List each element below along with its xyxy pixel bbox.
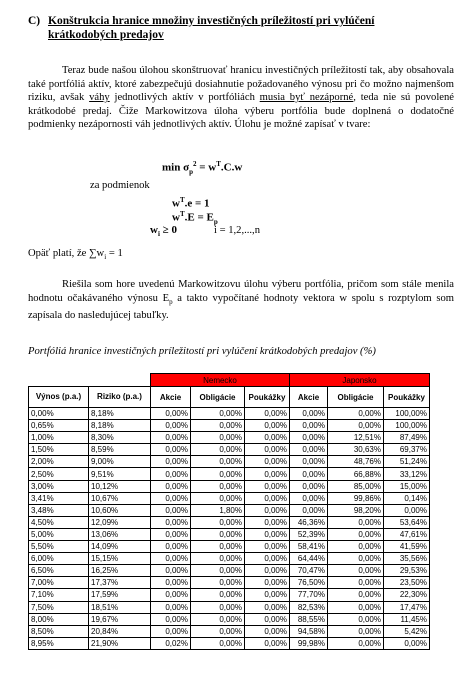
- table-cell: 0,00%: [191, 408, 245, 420]
- table-cell: 0,00%: [245, 432, 290, 444]
- table-cell: 0,00%: [245, 637, 290, 649]
- table-cell: 0,00%: [290, 504, 328, 516]
- c3-w: w: [150, 224, 158, 236]
- table-cell: 0,00%: [245, 565, 290, 577]
- table-cell: 8,00%: [29, 613, 89, 625]
- table-cell: 0,00%: [151, 601, 191, 613]
- table-cell: 13,06%: [89, 528, 151, 540]
- col-header-jp-stocks: Akcie: [290, 387, 328, 408]
- col-header-jp-bills: Poukážky: [384, 387, 430, 408]
- c1-rest: .e = 1: [184, 197, 210, 210]
- table-row: [29, 456, 430, 468]
- table-cell: 0,00%: [191, 577, 245, 589]
- table-cell: 4,50%: [29, 516, 89, 528]
- portfolio-table: [28, 373, 430, 650]
- table-cell: 0,00%: [151, 553, 191, 565]
- table-cell: 2,00%: [29, 456, 89, 468]
- table-cell: 8,95%: [29, 637, 89, 649]
- table-cell: 0,00%: [151, 516, 191, 528]
- table-cell: 0,00%: [191, 601, 245, 613]
- table-cell: 0,00%: [191, 516, 245, 528]
- intro-text-a: Teraz bude našou úlohou skonštruovať hranicu investičných príležitostí tak, aby obsahovala také portfóliá aktív, ktoré zabezpečujú dosiahnutie požadovaného výnosu pri čo možno najmenšom riziku, avšak: [28, 65, 454, 104]
- table-cell: 0,00%: [328, 625, 384, 637]
- intro-text-c: , teda nie sú povolené krátkodobé predaj. Čiže Markowitzova úloha výberu portfólia bude doplnená o dodatočné podmienky nezápornosti váh jednotlivých aktív. Úlohu je možné zapísať v tvare:: [28, 92, 454, 131]
- table-cell: 8,59%: [89, 444, 151, 456]
- table-cell: 9,51%: [89, 468, 151, 480]
- table-cell: 0,00%: [328, 408, 384, 420]
- table-cell: 0,00%: [191, 541, 245, 553]
- table-cell: 87,49%: [384, 432, 430, 444]
- table-row: [29, 420, 430, 432]
- table-row: [29, 408, 430, 420]
- c2-rest: .E = E: [184, 211, 214, 224]
- table-cell: 0,00%: [328, 420, 384, 432]
- group-header-japan: Japonsko: [290, 374, 430, 387]
- table-cell: 17,37%: [89, 577, 151, 589]
- table-cell: 0,00%: [191, 528, 245, 540]
- table-cell: 0,00%: [191, 613, 245, 625]
- table-cell: 0,00%: [151, 577, 191, 589]
- table-cell: 0,00%: [191, 553, 245, 565]
- table-cell: 98,20%: [328, 504, 384, 516]
- table-row: [29, 601, 430, 613]
- table-row: [29, 504, 430, 516]
- table-cell: 52,39%: [290, 528, 328, 540]
- table-cell: 69,37%: [384, 444, 430, 456]
- table-cell: 99,98%: [290, 637, 328, 649]
- table-cell: 10,60%: [89, 504, 151, 516]
- table-cell: 0,00%: [245, 577, 290, 589]
- table-cell: 5,00%: [29, 528, 89, 540]
- method-paragraph: [28, 278, 454, 323]
- table-cell: 0,00%: [151, 432, 191, 444]
- table-row: [29, 637, 430, 649]
- table-cell: 82,53%: [290, 601, 328, 613]
- section-letter: C): [28, 15, 41, 27]
- col-header-return: Výnos (p.a.): [29, 387, 89, 408]
- table-row: [29, 589, 430, 601]
- table-cell: 0,00%: [151, 528, 191, 540]
- eq-equals-w: = w: [199, 161, 217, 174]
- table-cell: 0,00%: [328, 528, 384, 540]
- group-header-germany: Nemecko: [151, 374, 290, 387]
- table-row: [29, 565, 430, 577]
- table-cell: 88,55%: [290, 613, 328, 625]
- table-cell: 0,00%: [328, 589, 384, 601]
- header-blank: [29, 374, 89, 387]
- table-cell: 7,00%: [29, 577, 89, 589]
- intro-underline-nonnegative: musia byť nezáporné: [259, 92, 354, 104]
- intro-underline-weights: váhy: [89, 92, 110, 104]
- c3-ge: ≥ 0: [159, 224, 177, 236]
- table-cell: 0,02%: [151, 637, 191, 649]
- c2-t: T: [179, 210, 185, 218]
- table-cell: 94,58%: [290, 625, 328, 637]
- table-cell: 17,59%: [89, 589, 151, 601]
- table-cell: 0,00%: [245, 420, 290, 432]
- table-cell: 30,63%: [328, 444, 384, 456]
- intro-paragraph: [28, 64, 454, 132]
- table-row: [29, 516, 430, 528]
- table-cell: 0,00%: [191, 444, 245, 456]
- table-cell: 76,50%: [290, 577, 328, 589]
- table-cell: 0,00%: [151, 480, 191, 492]
- table-cell: 12,09%: [89, 516, 151, 528]
- constraint-budget: [172, 196, 210, 210]
- table-cell: 3,48%: [29, 504, 89, 516]
- method-text-b: a takto vypočítané hodnoty vektora w spolu s rozptylom som zapísala do nasledujúcej tabuľky.: [28, 292, 454, 322]
- table-row: [29, 468, 430, 480]
- table-cell: 0,00%: [245, 601, 290, 613]
- col-header-de-stocks: Akcie: [151, 387, 191, 408]
- table-cell: 66,88%: [328, 468, 384, 480]
- table-cell: 8,50%: [29, 625, 89, 637]
- eq-transpose: T: [216, 160, 221, 168]
- table-cell: 0,00%: [151, 565, 191, 577]
- table-cell: 0,00%: [328, 516, 384, 528]
- table-cell: 0,00%: [328, 565, 384, 577]
- table-cell: 3,41%: [29, 492, 89, 504]
- table-cell: 15,00%: [384, 480, 430, 492]
- table-cell: 0,00%: [290, 456, 328, 468]
- table-cell: 51,24%: [384, 456, 430, 468]
- table-row: [29, 480, 430, 492]
- table-cell: 0,00%: [191, 468, 245, 480]
- col-header-de-bonds: Obligácie: [191, 387, 245, 408]
- c3-i: i: [157, 230, 160, 239]
- eq-sigma-sub: p: [189, 167, 193, 176]
- table-cell: 0,00%: [328, 553, 384, 565]
- table-cell: 0,00%: [384, 504, 430, 516]
- table-cell: 35,56%: [384, 553, 430, 565]
- table-cell: 0,00%: [245, 468, 290, 480]
- table-cell: 64,44%: [290, 553, 328, 565]
- table-cell: 23,50%: [384, 577, 430, 589]
- table-cell: 29,53%: [384, 565, 430, 577]
- table-cell: 0,00%: [191, 480, 245, 492]
- table-cell: 16,25%: [89, 565, 151, 577]
- table-cell: 15,15%: [89, 553, 151, 565]
- table-cell: 70,47%: [290, 565, 328, 577]
- table-cell: 0,00%: [191, 492, 245, 504]
- table-row: [29, 577, 430, 589]
- constraint-index-range: i = 1,2,...,n: [214, 225, 260, 236]
- table-cell: 48,76%: [328, 456, 384, 468]
- table-cell: 0,00%: [290, 432, 328, 444]
- table-cell: 0,00%: [29, 408, 89, 420]
- table-row: [29, 613, 430, 625]
- table-row: [29, 444, 430, 456]
- table-cell: 0,00%: [151, 613, 191, 625]
- table-cell: 0,00%: [328, 601, 384, 613]
- table-cell: 0,00%: [191, 456, 245, 468]
- table-cell: 0,14%: [384, 492, 430, 504]
- intro-text-b: jednotlivých aktív v portfóliách: [109, 92, 260, 104]
- sum-note-i: i: [104, 253, 107, 262]
- table-cell: 0,00%: [384, 637, 430, 649]
- table-cell: 10,12%: [89, 480, 151, 492]
- table-cell: 18,51%: [89, 601, 151, 613]
- table-cell: 3,00%: [29, 480, 89, 492]
- table-cell: 33,12%: [384, 468, 430, 480]
- table-cell: 0,00%: [290, 492, 328, 504]
- table-cell: 0,65%: [29, 420, 89, 432]
- table-cell: 19,67%: [89, 613, 151, 625]
- eq-cw: .C.w: [220, 161, 243, 174]
- table-cell: 14,09%: [89, 541, 151, 553]
- table-cell: 12,51%: [328, 432, 384, 444]
- table-row: [29, 432, 430, 444]
- method-text-a: Riešila som hore uvedenú Markowitzovu úlohu výberu portfólia, pričom som stále menila hodnotu očakávaného výnosu E: [28, 279, 454, 304]
- table-cell: 0,00%: [328, 613, 384, 625]
- table-cell: 2,50%: [29, 468, 89, 480]
- table-caption: Portfóliá hranice investičných príležitostí pri vylúčení krátkodobých predajov (%): [28, 346, 376, 357]
- table-cell: 0,00%: [290, 420, 328, 432]
- col-header-jp-bonds: Obligácie: [328, 387, 384, 408]
- table-cell: 20,84%: [89, 625, 151, 637]
- table-cell: 0,00%: [245, 456, 290, 468]
- table-cell: 11,45%: [384, 613, 430, 625]
- table-cell: 85,00%: [328, 480, 384, 492]
- c1-t: T: [179, 196, 185, 204]
- table-cell: 0,00%: [245, 541, 290, 553]
- table-cell: 0,00%: [290, 408, 328, 420]
- sum-note-b: = 1: [106, 248, 123, 259]
- table-cell: 0,00%: [151, 589, 191, 601]
- method-text-p: p: [169, 297, 173, 306]
- table-cell: 0,00%: [245, 528, 290, 540]
- table-cell: 99,86%: [328, 492, 384, 504]
- table-cell: 0,00%: [290, 444, 328, 456]
- table-cell: 58,41%: [290, 541, 328, 553]
- table-cell: 0,00%: [151, 408, 191, 420]
- table-row: [29, 528, 430, 540]
- table-cell: 21,90%: [89, 637, 151, 649]
- table-cell: 0,00%: [151, 625, 191, 637]
- table-cell: 0,00%: [245, 625, 290, 637]
- c1-w: w: [172, 197, 180, 210]
- table-cell: 5,42%: [384, 625, 430, 637]
- table-cell: 0,00%: [151, 468, 191, 480]
- table-cell: 0,00%: [151, 541, 191, 553]
- table-cell: 0,00%: [151, 444, 191, 456]
- table-row: [29, 553, 430, 565]
- table-cell: 53,64%: [384, 516, 430, 528]
- table-cell: 0,00%: [191, 565, 245, 577]
- table-cell: 77,70%: [290, 589, 328, 601]
- sum-note: [28, 248, 123, 261]
- table-cell: 0,00%: [191, 625, 245, 637]
- table-cell: 0,00%: [151, 456, 191, 468]
- table-cell: 0,00%: [191, 637, 245, 649]
- table-cell: 0,00%: [151, 492, 191, 504]
- table-cell: 100,00%: [384, 408, 430, 420]
- table-cell: 9,00%: [89, 456, 151, 468]
- table-cell: 0,00%: [151, 504, 191, 516]
- table-cell: 100,00%: [384, 420, 430, 432]
- table-cell: 22,30%: [384, 589, 430, 601]
- table-cell: 0,00%: [290, 480, 328, 492]
- constraint-nonnegativity: [150, 224, 177, 238]
- table-cell: 0,00%: [245, 480, 290, 492]
- table-cell: 17,47%: [384, 601, 430, 613]
- header-blank: [89, 374, 151, 387]
- table-cell: 0,00%: [191, 420, 245, 432]
- table-cell: 0,00%: [245, 444, 290, 456]
- constraint-return: [172, 210, 218, 226]
- table-cell: 47,61%: [384, 528, 430, 540]
- table-cell: 1,00%: [29, 432, 89, 444]
- table-cell: 46,36%: [290, 516, 328, 528]
- table-row: [29, 541, 430, 553]
- eq-sigma-sup: 2: [192, 160, 197, 168]
- col-header-de-bills: Poukážky: [245, 387, 290, 408]
- table-cell: 1,80%: [191, 504, 245, 516]
- table-cell: 0,00%: [245, 589, 290, 601]
- table-cell: 5,50%: [29, 541, 89, 553]
- c2-w: w: [172, 211, 180, 224]
- table-body: [29, 408, 430, 650]
- table-cell: 10,67%: [89, 492, 151, 504]
- table-cell: 7,50%: [29, 601, 89, 613]
- table-row: [29, 625, 430, 637]
- table-row: [29, 492, 430, 504]
- table-cell: 0,00%: [245, 492, 290, 504]
- table-cell: 6,50%: [29, 565, 89, 577]
- table-cell: 0,00%: [245, 613, 290, 625]
- table-cell: 0,00%: [328, 541, 384, 553]
- objective-equation: [162, 160, 242, 176]
- table-cell: 8,18%: [89, 420, 151, 432]
- table-cell: 8,30%: [89, 432, 151, 444]
- table-cell: 0,00%: [328, 637, 384, 649]
- table-cell: 0,00%: [245, 516, 290, 528]
- table-cell: 1,50%: [29, 444, 89, 456]
- table-cell: 6,00%: [29, 553, 89, 565]
- table-cell: 0,00%: [245, 408, 290, 420]
- table-cell: 0,00%: [151, 420, 191, 432]
- table-cell: 7,10%: [29, 589, 89, 601]
- table-cell: 0,00%: [245, 553, 290, 565]
- c2-p: p: [213, 217, 218, 226]
- table-cell: 0,00%: [191, 432, 245, 444]
- table-cell: 8,18%: [89, 408, 151, 420]
- table-cell: 0,00%: [245, 504, 290, 516]
- table-cell: 41,59%: [384, 541, 430, 553]
- section-title: Konštrukcia hranice množiny investičných príležitostí pri vylúčení krátkodobých predajov: [48, 15, 375, 41]
- eq-min: min σ: [162, 161, 190, 174]
- subject-to-label: za podmienok: [90, 180, 150, 191]
- table-cell: 0,00%: [328, 577, 384, 589]
- sum-note-a: Opäť platí, že ∑w: [28, 248, 105, 259]
- table-cell: 0,00%: [191, 589, 245, 601]
- table-cell: 0,00%: [290, 468, 328, 480]
- col-header-risk: Riziko (p.a.): [89, 387, 151, 408]
